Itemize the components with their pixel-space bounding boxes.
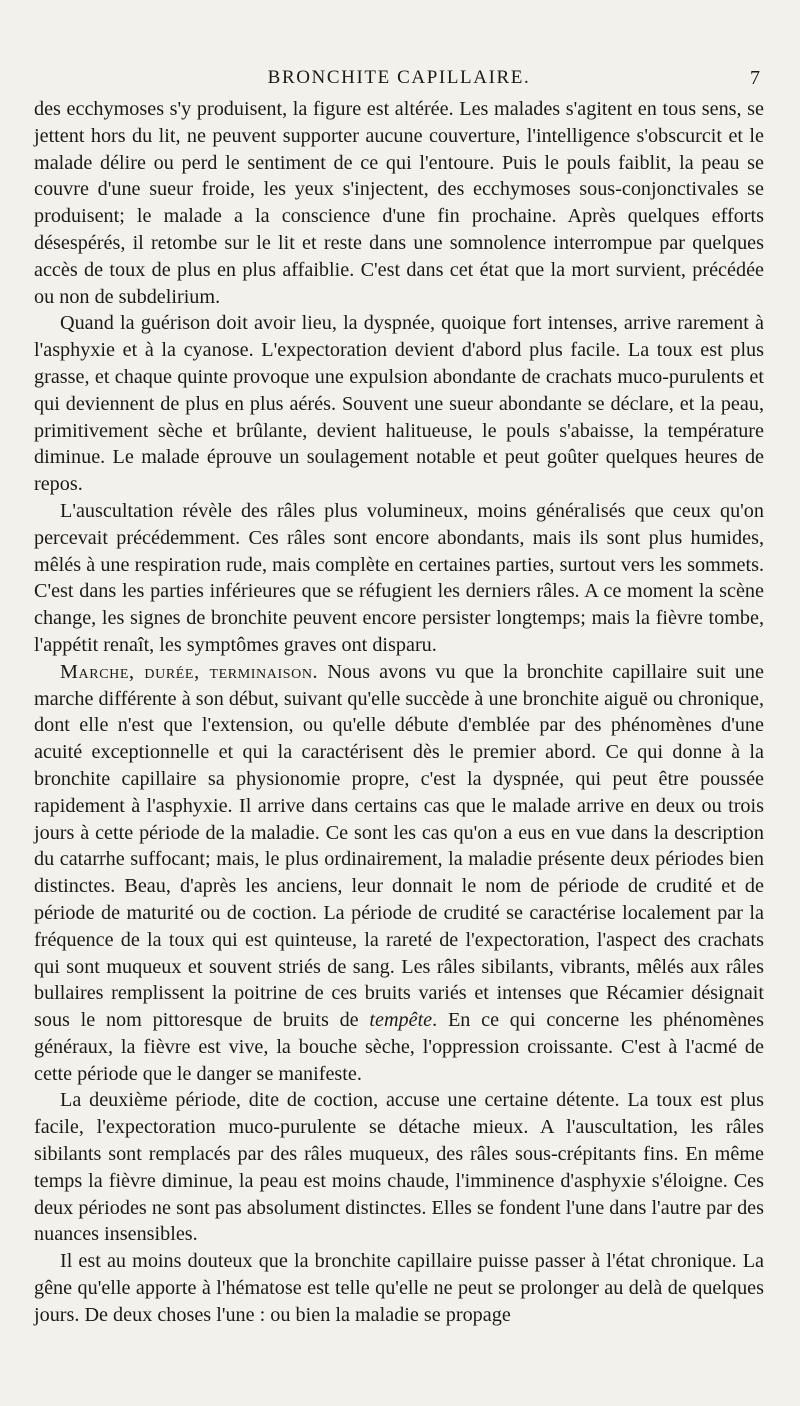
paragraph-6: Il est au moins douteux que la bronchite capillaire puisse passer à l'état chronique. La gêne qu'elle apporte à l'hématose est telle qu'elle ne peut se prolonger au delà de quelques jours. De deux choses l'une : ou bien la maladie se propage (34, 1250, 764, 1326)
body-text (34, 96, 764, 1329)
paragraph-3: L'auscultation révèle des râles plus volumineux, moins généralisés que ceux qu'on percevait précédemment. Ces râles sont encore abondants, mais ils sont plus humides, mêlés à une respiration rude, mais complète en certaines parties, surtout vers les sommets. C'est dans les parties inférieures que se réfugient les derniers râles. A ce moment la scène change, les signes de bronchite peuvent encore persister longtemps; mais la fièvre tombe, l'appétit renaît, les symptômes graves ont disparu. (34, 499, 764, 656)
paragraph-4-text-after: . En ce qui concerne les phénomènes généraux, la fièvre est vive, la bouche sèche, l'oppression croissante. C'est à l'acmé de cette période que le danger se manifeste. (34, 1009, 764, 1085)
paragraph-4-text: Nous avons vu que la bronchite capillaire suit une marche différente à son début, suivant qu'elle succède à une bronchite aiguë ou chronique, dont elle n'est que l'extension, ou qu'elle débute d'emblée par des phénomènes d'une acuité exceptionnelle et qui la caractérisent dès le premier abord. Ce qui donne à la bronchite capillaire sa physionomie propre, c'est la dyspnée, qui peut être poussée rapidement à l'asphyxie. Il arrive dans certains cas que le malade arrive en deux ou trois jours à cette période de la maladie. Ce sont les cas qu'on a eus en vue dans la description du catarrhe suffocant; mais, le plus ordinairement, la maladie présente deux périodes bien distinctes. Beau, d'après les anciens, leur donnait le nom de période de crudité et de période de maturité ou de coction. La période de crudité se caractérise localement par la fréquence de la toux qui est quinteuse, la rareté de l'expectoration, l'aspect des crachats qui sont muqueux et souvent striés de sang. Les râles sibilants, vibrants, mêlés aux râles bullaires remplissent la poitrine de ces bruits variés et intenses que Récamier désignait sous le nom pittoresque de bruits de (34, 660, 764, 1032)
paragraph-2: Quand la guérison doit avoir lieu, la dyspnée, quoique fort intenses, arrive rarement à l'asphyxie et à la cyanose. L'expectoration devient d'abord plus facile. La toux est plus grasse, et chaque quinte provoque une expulsion abondante de crachats muco-purulents et qui deviennent de plus en plus aérés. Souvent une sueur abondante se déclare, et la peau, primitivement sèche et brûlante, devient halitueuse, le pouls s'abaisse, la température diminue. Le malade éprouve un soulagement notable et peut goûter quelques heures de repos. (34, 312, 764, 496)
paragraph-1: des ecchymoses s'y produisent, la figure est altérée. Les malades s'agitent en tous sens, se jettent hors du lit, ne peuvent supporter aucune couverture, l'intelligence s'obscurcit et le malade délire ou perd le sentiment de ce qui l'entoure. Puis le pouls faiblit, la peau se couvre d'une sueur froide, les yeux s'injectent, des ecchymoses sous-conjonctivales se produisent; le malade a la conscience d'une fin prochaine. Après quelques efforts désespérés, il retombe sur le lit et reste dans une somnolence interrompue par quelques accès de toux de plus en plus affaiblie. C'est dans cet état que la mort survient, précédée ou non de subdelirium. (34, 98, 764, 308)
page-number: 7 (750, 67, 760, 89)
running-title: BRONCHITE CAPILLAIRE. (267, 67, 531, 88)
italic-term: tempête (369, 1009, 433, 1032)
section-heading: Marche, durée, terminaison. (60, 660, 319, 683)
paragraph-4 (34, 659, 764, 1088)
paragraph-5: La deuxième période, dite de coction, accuse une certaine détente. La toux est plus facile, l'expectoration muco-purulente se détache mieux. A l'auscultation, les râles sibilants sont remplacés par des râles muqueux, des râles sous-crépitants fins. En même temps la fièvre diminue, la peau est moins chaude, l'imminence d'asphyxie s'éloigne. Ces deux périodes ne sont pas absolument distinctes. Elles se fondent l'une dans l'autre par des nuances insensibles. (34, 1089, 764, 1246)
running-head (34, 60, 764, 96)
